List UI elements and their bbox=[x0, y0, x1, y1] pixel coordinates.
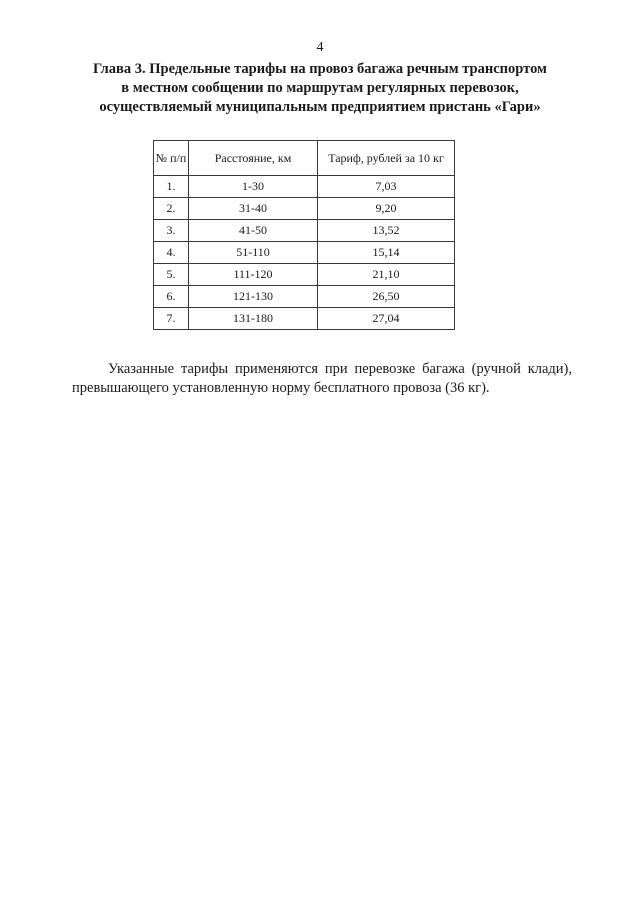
cell-distance: 1-30 bbox=[189, 176, 318, 198]
cell-num: 2. bbox=[154, 198, 189, 220]
cell-rate: 9,20 bbox=[318, 198, 455, 220]
table-row bbox=[154, 286, 455, 308]
heading-line: в местном сообщении по маршрутам регулярных перевозок, bbox=[121, 80, 519, 96]
cell-distance: 51-110 bbox=[189, 242, 318, 264]
cell-num: 4. bbox=[154, 242, 189, 264]
table-row bbox=[154, 220, 455, 242]
table-row bbox=[154, 264, 455, 286]
table-header-row bbox=[154, 141, 455, 176]
header-num: № п/п bbox=[154, 141, 189, 176]
table-row bbox=[154, 176, 455, 198]
heading-line: осуществляемый муниципальным предприятием пристань «Гари» bbox=[99, 99, 541, 115]
cell-num: 3. bbox=[154, 220, 189, 242]
cell-rate: 27,04 bbox=[318, 308, 455, 330]
cell-distance: 111-120 bbox=[189, 264, 318, 286]
table-row bbox=[154, 242, 455, 264]
cell-rate: 26,50 bbox=[318, 286, 455, 308]
tariff-note: Указанные тарифы применяются при перевозке багажа (ручной клади), превышающего установленную норму бесплатного провоза (36 кг). bbox=[72, 360, 572, 396]
cell-distance: 41-50 bbox=[189, 220, 318, 242]
cell-num: 5. bbox=[154, 264, 189, 286]
cell-distance: 121-130 bbox=[189, 286, 318, 308]
table-row bbox=[154, 198, 455, 220]
chapter-heading bbox=[60, 60, 580, 117]
cell-num: 1. bbox=[154, 176, 189, 198]
heading-line: Глава 3. Предельные тарифы на провоз багажа речным транспортом bbox=[93, 61, 547, 77]
cell-distance: 131-180 bbox=[189, 308, 318, 330]
cell-num: 7. bbox=[154, 308, 189, 330]
cell-rate: 15,14 bbox=[318, 242, 455, 264]
cell-rate: 21,10 bbox=[318, 264, 455, 286]
cell-rate: 7,03 bbox=[318, 176, 455, 198]
page-number: 4 bbox=[316, 40, 324, 55]
header-rate: Тариф, рублей за 10 кг bbox=[318, 141, 455, 176]
cell-distance: 31-40 bbox=[189, 198, 318, 220]
table-row bbox=[154, 308, 455, 330]
cell-num: 6. bbox=[154, 286, 189, 308]
cell-rate: 13,52 bbox=[318, 220, 455, 242]
header-distance: Расстояние, км bbox=[189, 141, 318, 176]
tariff-table bbox=[153, 140, 455, 330]
